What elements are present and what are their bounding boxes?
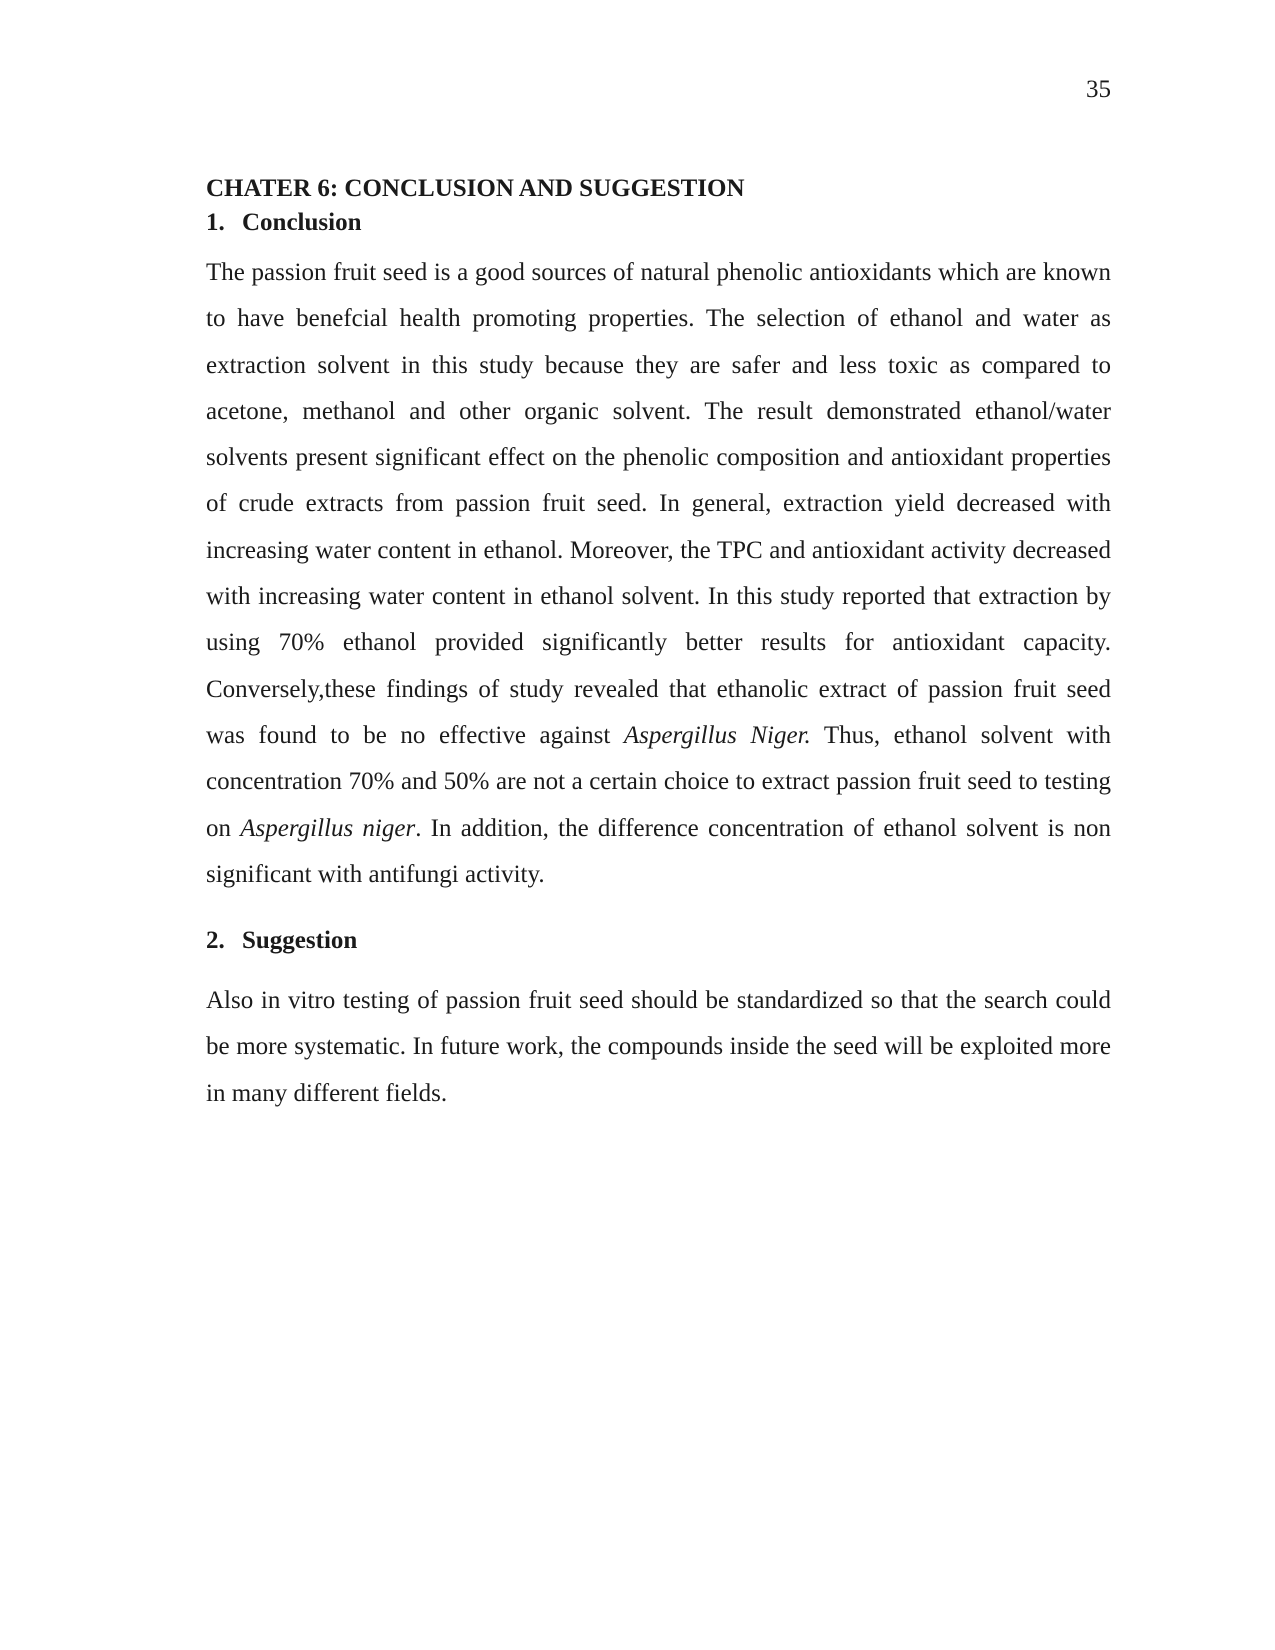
page-number: 35 bbox=[1086, 76, 1111, 103]
conclusion-text-part-2: Thus, ethanol solvent with concentration 70% and 50% are not a certain choice to extract passion fruit seed to testing on bbox=[206, 721, 1111, 842]
species-name-2: Aspergillus niger bbox=[240, 814, 416, 842]
suggestion-heading bbox=[206, 924, 1111, 958]
conclusion-text-part-3: . In addition, the difference concentration of ethanol solvent is non significant with antifungi activity. bbox=[206, 814, 1111, 888]
conclusion-heading-text: Conclusion bbox=[242, 209, 362, 236]
suggestion-paragraph: Also in vitro testing of passion fruit seed should be standardized so that the search could be more systematic. In future work, the compounds inside the seed will be exploited more in many different fields. bbox=[206, 987, 1111, 1107]
conclusion-heading bbox=[206, 206, 1111, 240]
suggestion-number: 2. bbox=[206, 927, 225, 955]
chapter-title: CHATER 6: CONCLUSION AND SUGGESTION bbox=[206, 175, 745, 202]
conclusion-text-part-1: The passion fruit seed is a good sources of natural phenolic antioxidants which are known to have benefcial health promoting properties. The selection of ethanol and water as extraction solvent in this study because they are safer and less toxic as compared to acetone, methanol and other organic solvent. The result demonstrated ethanol/water solvents present significant effect on the phenolic composition and antioxidant properties of crude extracts from passion fruit seed. In general, extraction yield decreased with increasing water content in ethanol. Moreover, the TPC and antioxidant activity decreased with increasing water content in ethanol solvent. In this study reported that extraction by using 70% ethanol provided significantly better results for antioxidant capacity. Conversely,these findings of study revealed that ethanolic extract of passion fruit seed was found to be no effective against bbox=[206, 259, 1111, 749]
suggestion-heading-text: Suggestion bbox=[242, 927, 358, 955]
page-content bbox=[206, 172, 1111, 1117]
species-name-1: Aspergillus Niger. bbox=[623, 721, 811, 749]
conclusion-number: 1. bbox=[206, 209, 225, 236]
conclusion-paragraph bbox=[206, 250, 1111, 898]
